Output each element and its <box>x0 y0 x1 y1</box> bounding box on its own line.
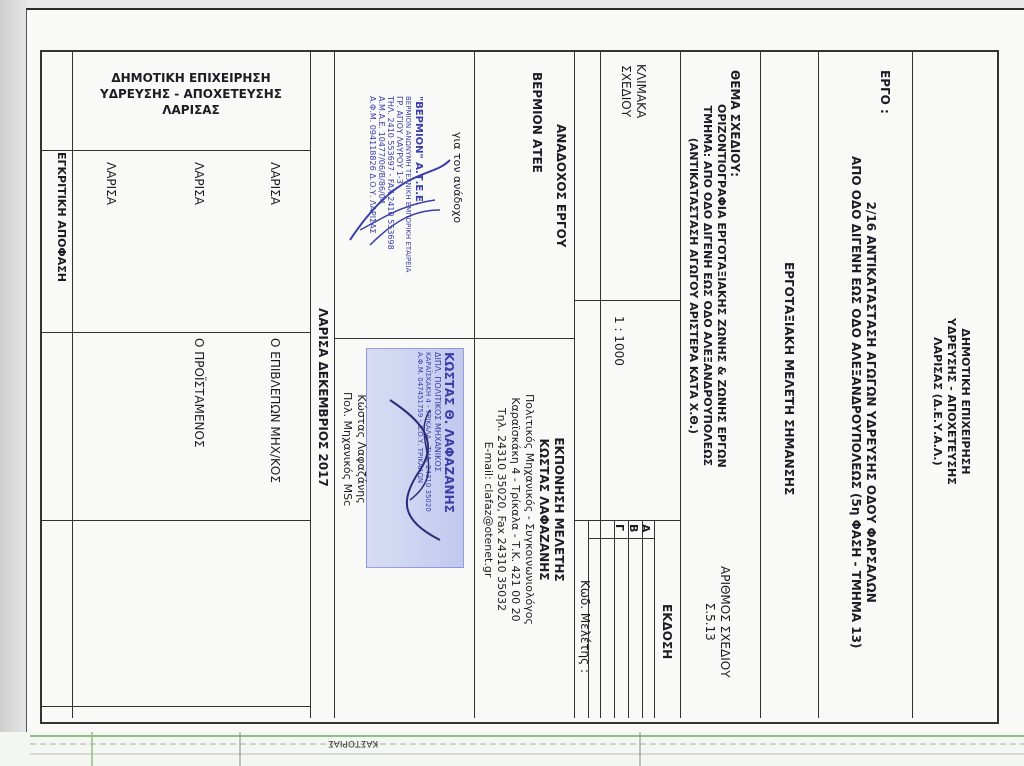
edition-row-b: Β <box>627 524 640 533</box>
edition-label: ΕΚΔΟΣΗ <box>660 604 674 660</box>
scale-value: 1 : 1000 <box>612 316 626 366</box>
divider <box>680 52 681 718</box>
project-label: ΕΡΓΟ : <box>878 70 892 114</box>
decision-label: ΕΓΚΡΙΤΙΚΗ ΑΠΟΦΑΣΗ <box>55 152 68 283</box>
divider <box>642 520 643 718</box>
approval-place-3: ΛΑΡΙΣΑ <box>104 162 118 205</box>
project-title: 2/16 ΑΝΤΙΚΑΤΑΣΤΑΣΗ ΑΓΩΓΩΝ ΥΔΡΕΥΣΗΣ ΟΔΟΥ ΦΑΡΣΑΛΩΝ ΑΠΟ ΟΔΟ ΔΙΓΕΝΗ ΕΩΣ ΟΔΟ ΑΛΕΞΑΝΔΡΟΥΠΟΛΕΩΣ (5η ΦΑΣΗ - ΤΜΗΜΑ 13) <box>849 156 878 649</box>
divider <box>600 52 601 718</box>
divider <box>760 52 761 718</box>
contractor-stamp: "ΒΕΡΜΙΟΝ" Α.Τ.Ε.Ε. ΒΕΡΜΙΟΝ ΑΝΩΝΥΜΗ ΤΕΧΝΙΚΗ ΕΜΠΟΡΙΚΗ ΕΤΑΙΡΕΙΑ ΓΡ. ΑΓΙΟΥ ΛΑΥΡΟΥ 1-3 ΤΗΛ. 2410 553697 - FAX 2410 553698 Α.Μ.Α.Ε. 10477/06/Β/86/04 Α.Φ.Μ. 094118826 Δ.Ο.Υ. ΛΑΡΙΣΑΣ <box>367 96 424 273</box>
divider <box>588 538 654 539</box>
divider <box>628 520 629 718</box>
client-block: ΔΗΜΟΤΙΚΗ ΕΠΙΧΕΙΡΗΣΗ ΥΔΡΕΥΣΗΣ - ΑΠΟΧΕΤΕΥΣΗΣ ΛΑΡΙΣΑΣ (Δ.Ε.Υ.Α.Λ.) <box>931 318 972 485</box>
divider <box>310 52 311 718</box>
divider <box>818 52 819 718</box>
street-label: ΚΑΣΤΟΡΙΑΣ <box>328 738 379 748</box>
divider <box>42 150 310 151</box>
divider <box>912 52 913 718</box>
divider <box>574 52 575 718</box>
author-sign-name: Κώστας Λαφαζάνης Πολ. Μηχανικός MSc <box>341 392 368 507</box>
study-code-label: Κωδ. Μελέτης : <box>578 580 592 674</box>
author-stamp-text: ΚΩΣΤΑΣ Θ. ΛΑΦΑΖΑΝΗΣ ΔΙΠΛ. ΠΟΛΙΤΙΚΟΣ ΜΗΧΑΝΙΚΟΣ ΚΑΡΑΪΣΚΑΚΗ 4 - ΤΡΙΚΑΛΑ - ΤΗΛ. 24310 35020 Α.Φ.Μ. 047451759 - Δ.Ο.Υ. ΤΡΙΚΑΛΩΝ <box>415 352 456 513</box>
divider <box>574 520 680 521</box>
divider <box>72 52 73 718</box>
divider <box>654 520 655 718</box>
date: ΛΑΡΙΣΑ ΔΕΚΕΜΒΡΙΟΣ 2017 <box>316 308 330 487</box>
divider <box>614 520 615 718</box>
for-contractor: για τον ανάδοχο <box>451 132 464 224</box>
divider <box>42 332 310 333</box>
drawing-subject-label: ΘΕΜΑ ΣΧΕΔΙΟΥ: <box>728 70 742 177</box>
divider <box>42 706 310 707</box>
contractor-label: ΑΝΑΔΟΧΟΣ ΕΡΓΟΥ <box>554 124 568 248</box>
drawing-subject: ΟΡΙΖΟΝΤΙΟΓΡΑΦΙΑ ΕΡΓΟΤΑΞΙΑΚΗΣ ΖΩΝΗΣ & ΖΩΝΗΣ ΕΡΓΩΝ ΤΜΗΜΑ: ΑΠΟ ΟΔΟ ΔΙΓΕΝΗ ΕΩΣ ΟΔΟ ΑΛΕΞΑΝΔΡΟΥΠΟΛΕΩΣ (ΑΝΤΙΚΑΤΑΣΤΑΣΗ ΑΓΩΓΟΥ ΑΡΙΣΤΕΡΑ ΚΑΤΑ Χ.Θ.) <box>687 104 728 468</box>
drawing-number: ΑΡΙΘΜΟΣ ΣΧΕΔΙΟΥ Σ.5.13 <box>703 566 732 678</box>
divider <box>574 300 680 301</box>
contractor-name: ΒΕΡΜΙΟΝ ΑΤΕΕ <box>530 72 544 173</box>
edition-row-c: Γ <box>613 524 626 532</box>
divider <box>334 338 574 339</box>
edition-row-a: Α <box>639 524 652 533</box>
study-author: ΕΚΠΟΝΗΣΗ ΜΕΛΕΤΗΣ ΚΩΣΤΑΣ ΛΑΦΑΖΑΝΗΣ Πολιτικός Μηχανικός - Συγκοινωνιολόγος Καραϊσκάκη 4 - Τρίκαλα - Τ.Κ. 421 00 20 Τηλ. 24310 35020, Fax 24310 35032 E-mail: clafaz@otenet.gr <box>481 394 566 625</box>
divider <box>334 52 335 718</box>
approvals-org-text: ΔΗΜΟΤΙΚΗ ΕΠΙΧΕΙΡΗΣΗ ΥΔΡΕΥΣΗΣ - ΑΠΟΧΕΤΕΥΣΗΣ ΛΑΡΙΣΑΣ <box>100 71 282 118</box>
author-signature <box>380 380 460 550</box>
approval-role-1: Ο ΕΠΙΒΛΕΠΩΝ ΜΗΧ/ΚΟΣ <box>268 338 282 483</box>
scale-label: ΚΛΙΜΑΚΑ ΣΧΕΔΙΟΥ <box>619 64 648 119</box>
study-title: ΕΡΓΟΤΑΞΙΑΚΗ ΜΕΛΕΤΗ ΣΗΜΑΝΣΗΣ <box>782 262 796 496</box>
divider <box>474 52 475 718</box>
map-strip <box>0 732 1024 766</box>
scan-shadow <box>0 0 26 766</box>
map-lines <box>0 732 1024 766</box>
divider <box>42 520 310 521</box>
approval-role-2: Ο ΠΡΟΪΣΤΑΜΕΝΟΣ <box>192 338 206 448</box>
approval-place-1: ΛΑΡΙΣΑ <box>268 162 282 205</box>
approval-place-2: ΛΑΡΙΣΑ <box>192 162 206 205</box>
contractor-signature <box>340 150 460 260</box>
